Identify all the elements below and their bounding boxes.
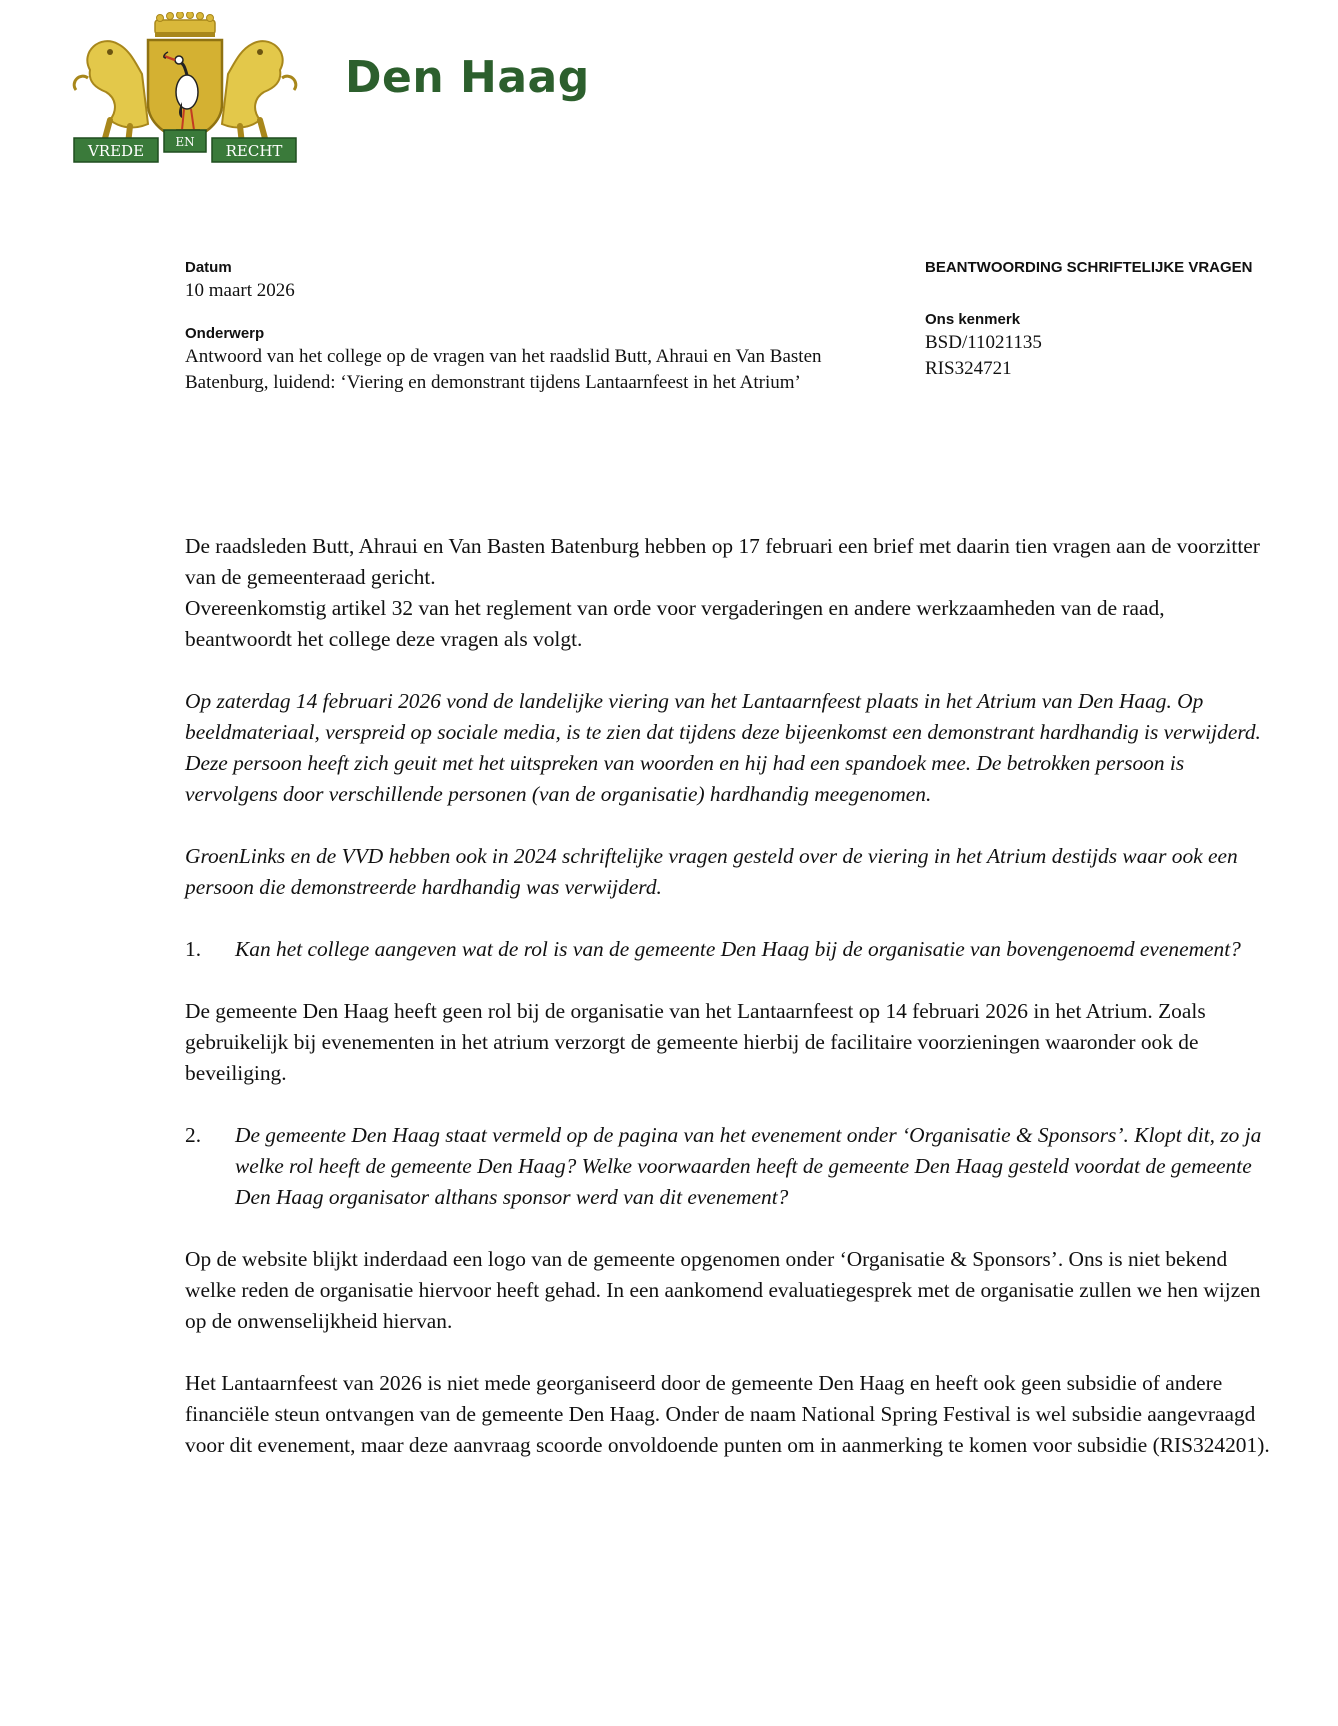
- date-label: Datum: [185, 259, 232, 276]
- subject-label: Onderwerp: [185, 325, 265, 342]
- brand-name: Den Haag: [345, 52, 590, 103]
- document-type: BEANTWOORDING SCHRIFTELIJKE VRAGEN: [925, 259, 1253, 276]
- subject-value: Antwoord van het college op de vragen van het raadslid Butt, Ahraui en Van Basten Batenburg, luidend: ‘Viering en demonstrant tijdens Lantaarnfeest in het Atrium’: [185, 346, 822, 393]
- motto-left: VREDE: [87, 142, 145, 160]
- date-value: 10 maart 2026: [185, 280, 295, 301]
- left-lion-icon: [74, 41, 148, 144]
- right-lion-icon: [222, 41, 296, 144]
- coat-of-arms-logo: [70, 12, 300, 167]
- motto-right: RECHT: [225, 142, 283, 160]
- reference-label: Ons kenmerk: [925, 311, 1021, 328]
- answer-2-paragraph-1: Op de website blijkt inderdaad een logo van de gemeente opgenomen onder ‘Organisatie & Sponsors’. Ons is niet bekend welke reden de organisatie hiervoor heeft gehad. In een aankomend evaluatiegesprek met de organisatie zullen we hen wijzen op de onwenselijkheid hiervan.: [185, 1247, 1261, 1333]
- question-2: [185, 1120, 1275, 1213]
- question-1: [185, 934, 1275, 965]
- subject-block: [185, 324, 845, 396]
- context-paragraph-2: GroenLinks en de VVD hebben ook in 2024 schriftelijke vragen gesteld over de viering in het Atrium destijds waar ook een persoon die demonstreerde hardhandig was verwijderd.: [185, 844, 1238, 899]
- intro-paragraph-1: De raadsleden Butt, Ahraui en Van Basten Batenburg hebben op 17 februari een brief met daarin tien vragen aan de voorzitter van de gemeenteraad gericht.: [185, 534, 1260, 589]
- coat-of-arms-icon: [70, 12, 300, 167]
- letter-body: [185, 531, 1275, 1461]
- reference-number-2: RIS324721: [925, 358, 1012, 379]
- date-block: [185, 258, 845, 304]
- crown-icon: [155, 12, 215, 37]
- intro-paragraph-2: Overeenkomstig artikel 32 van het reglement van orde voor vergaderingen en andere werkzaamheden van de raad, beantwoordt het college deze vragen als volgt.: [185, 596, 1165, 651]
- question-2-text: De gemeente Den Haag staat vermeld op de pagina van het evenement onder ‘Organisatie & Sponsors’. Klopt dit, zo ja welke rol heeft de gemeente Den Haag? Welke voorwaarden heeft de gemeente Den Haag gesteld voordat de gemeente Den Haag organisator althans sponsor werd van dit evenement?: [235, 1123, 1262, 1209]
- question-1-text: Kan het college aangeven wat de rol is van de gemeente Den Haag bij de organisatie van bovengenoemd evenement?: [235, 937, 1241, 961]
- question-2-number: 2.: [185, 1123, 202, 1147]
- reference-number-1: BSD/11021135: [925, 332, 1042, 353]
- answer-1-paragraph-1: De gemeente Den Haag heeft geen rol bij de organisatie van het Lantaarnfeest op 14 februari 2026 in het Atrium. Zoals gebruikelijk bij evenementen in het atrium verzorgt de gemeente hierbij de facilitaire voorzieningen waaronder ook de beveiliging.: [185, 999, 1206, 1085]
- meta-right: [925, 258, 1325, 382]
- context-paragraph-1: Op zaterdag 14 februari 2026 vond de landelijke viering van het Lantaarnfeest plaats in het Atrium van Den Haag. Op beeldmateriaal, verspreid op sociale media, is te zien dat tijdens deze bijeenkomst een demonstrant hardhandig is verwijderd. Deze persoon heeft zich geuit met het uitspreken van woorden en hij had een spandoek mee. De betrokken persoon is vervolgens door verschillende personen (van de organisatie) hardhandig meegenomen.: [185, 689, 1261, 806]
- shield-icon: [148, 40, 222, 142]
- meta-left: [185, 258, 845, 396]
- answer-2-paragraph-2: Het Lantaarnfeest van 2026 is niet mede georganiseerd door de gemeente Den Haag en heeft ook geen subsidie of andere financiële steun ontvangen van de gemeente Den Haag. Onder de naam National Spring Festival is wel subsidie aangevraagd voor dit evenement, maar deze aanvraag scoorde onvoldoende punten om in aanmerking te komen voor subsidie (RIS324201).: [185, 1371, 1270, 1457]
- motto-center: EN: [175, 135, 195, 149]
- question-1-number: 1.: [185, 937, 202, 961]
